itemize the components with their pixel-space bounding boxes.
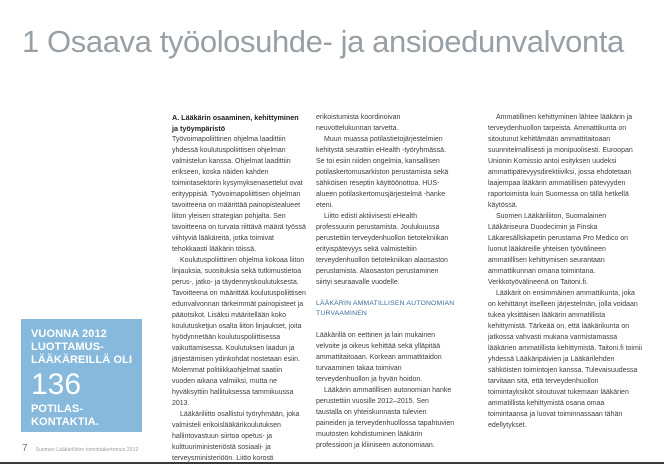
text-column-2 bbox=[316, 112, 456, 451]
col1-paragraph-1: Työvoimapoliittinen ohjelma laadittiin yhdessä koulutuspoliittisen ohjelman valmistelun kanssa. Ohjelmat laadittiin erikseen, koska näiden kahden toimintasektorin kysymyksenasettelut ovat erityyppisiä. Työvoimapoliittisen ohjelman tavoitteena on määrittää painopistealueet liiton yleisen strategian pohjalta. Sen tavoitteena on turvata riittävä määrä työssä viihtyviä lääkäreitä, jotka toimivat tehokkaasti lääkärin töissä. bbox=[172, 136, 306, 253]
section-a-heading: A. Lääkärin osaaminen, kehittyminen ja työympäristö bbox=[172, 113, 299, 133]
stat-intro-line-2: LUOTTAMUS- bbox=[31, 341, 104, 353]
autonomy-subheading: LÄÄKÄRIN AMMATILLISEN AUTONOMIAN TURVAAMINEN bbox=[316, 300, 455, 317]
stat-intro-line-3: LÄÄKÄREILLÄ OLI bbox=[31, 354, 133, 366]
stat-intro-line-1: VUONNA 2012 bbox=[31, 328, 107, 340]
page-title: 1 Osaava työolosuhde- ja ansioedunvalvonta bbox=[22, 24, 624, 59]
stat-highlight-box bbox=[21, 319, 142, 432]
col2-paragraph-5: Lääkärin ammatillisen autonomian hanke perustettiin vuosille 2012–2015. Sen taustalla on yhteiskunnasta tulevien paineiden ja terveydenhuollossa tapahtuvien muutosten kohdistuminen lääkärin professioon ja kliiniseen autonomiaan. bbox=[316, 387, 455, 449]
col2-paragraph-4: Lääkärillä on eettinen ja lain mukainen velvoite ja oikeus kehittää sekä ylläpitää ammattitaitoaan. Korkean ammattitaidon turvaaminen takaa toimivan terveydenhuollon ja hyvän hoidon. bbox=[316, 332, 442, 383]
col1-paragraph-3: Lääkäriliitto osallistui työryhmään, joka valmisteli erikoislääkärikoulutuksen hallintovastuun siirtoa opetus- ja kulttuuriministeriöstä sosiaali- ja terveysministeriöön. Liitto korosti bbox=[172, 411, 300, 462]
text-column-3 bbox=[488, 112, 642, 431]
col2-paragraph-1: erikoistumista koordinoivan neuvottelukunnan tarvetta. bbox=[316, 114, 401, 132]
col3-paragraph-2: Suomen Lääkäriliiton, Suomalainen Lääkäriseura Duodecimin ja Finska Läkaresällskapetin perustama Pro Medico on luonut lääkäreille yhteisen työvälineen ammatillisen kehittymisen seurantaan ammattikunnan omana toimintana. Verkkotyövälineenä on Taitoni.fi. bbox=[488, 213, 629, 286]
page-number: 7 bbox=[22, 443, 28, 454]
col3-paragraph-1: Ammatillinen kehittyminen lähtee lääkärin ja terveydenhuollon tarpeista. Ammattikunta on sitoutunut kehittämään ammattitaitoaan suunnitelmallisesti ja monipuolisesti. Euroopan Unionin Komissio antoi esityksen uudeksi ammattipätevyysdirektiiviksi, jossa ehdotetaan laajempaa lääkärin ammatillisen pätevyyden raportoimista kuin Suomessa on tällä hetkellä käytössä. bbox=[488, 114, 633, 209]
col3-paragraph-3: Lääkärit on ensimmäinen ammattikunta, joka on kehittänyt itselleen järjestelmän, jolla voidaan tukea yksittäisen lääkärin ammatillista kehittymistä. Tärkeää on, että lääkärikunta on jatkossa vahvasti mukana varmistamassa lääkärien ammatillista kehittymistä. Taitoni.fi toimii yhdessä Lääkäripäivien ja Lääkärilehden sähköisten toimintojen kanssa. Tulevaisuudessa tarvitaan sitä, että terveydenhuollon toimintayksiköt sitoutuvat tukemaan lääkärien ammatillista kehittymistä osana omaa toimintaansa ja luovat toiminnassaan tähän edellytykset. bbox=[488, 290, 642, 429]
page-footer bbox=[22, 443, 138, 454]
col1-paragraph-2: Koulutuspoliittinen ohjelma kokoaa liiton linjauksia, suosituksia sekä tutkimustietoa perus-, jatko- ja täydennyskoulutuksesta. Tavoitteena on määrittää koulutuspoliittisen edunvalvonnan tärkeimmät painopisteet ja pääotsikot. Lisäksi määritellään koko koulutusketjun osalta liiton linjaukset, joita hyödynnetään koulutuspoliittisessa vaikuttamisessa. Koulutuksen laadun ja järjestämisen ydinkohdat nostetaan esiin. Molemmat politiikkaohjelmat saatiin vuoden aikana valmiiksi, mutta ne hyväksyttiin hallituksessa tammikuussa 2013. bbox=[172, 257, 306, 407]
stat-outro-line-2: KONTAKTIA. bbox=[31, 416, 100, 428]
bottom-rule bbox=[0, 462, 664, 464]
stat-number: 136 bbox=[31, 368, 82, 401]
col2-paragraph-3: Liitto edisti aktiivisesti eHealth professuurin perustamista. Joulukuussa perustettiin terveydenhuollon tietotekniikan erityispätevyys sekä valmisteltiin terveydenhuollon tietotekniikan alaosaston perustamista. Alaosaston perustaminen siirtyi seuraavalle vuodelle. bbox=[316, 213, 449, 286]
stat-outro-line-1: POTILAS- bbox=[31, 403, 84, 415]
footer-text: Suomen Lääkäriliiton toimintakertomus 2012 bbox=[35, 447, 139, 453]
text-column-1 bbox=[172, 112, 306, 464]
col2-paragraph-2: Muun muassa potilastietojärjestelmien kehitystä seurattiin eHealth -työryhmässä. Se toi esiin niiden ongelmia, kansallisen potilaskertomusarkiston perustamista sekä sähköisen reseptin käyttöönottoa. HUS-alueen potilaskertomusjärjestelmä -hanke eteni. bbox=[316, 136, 449, 209]
